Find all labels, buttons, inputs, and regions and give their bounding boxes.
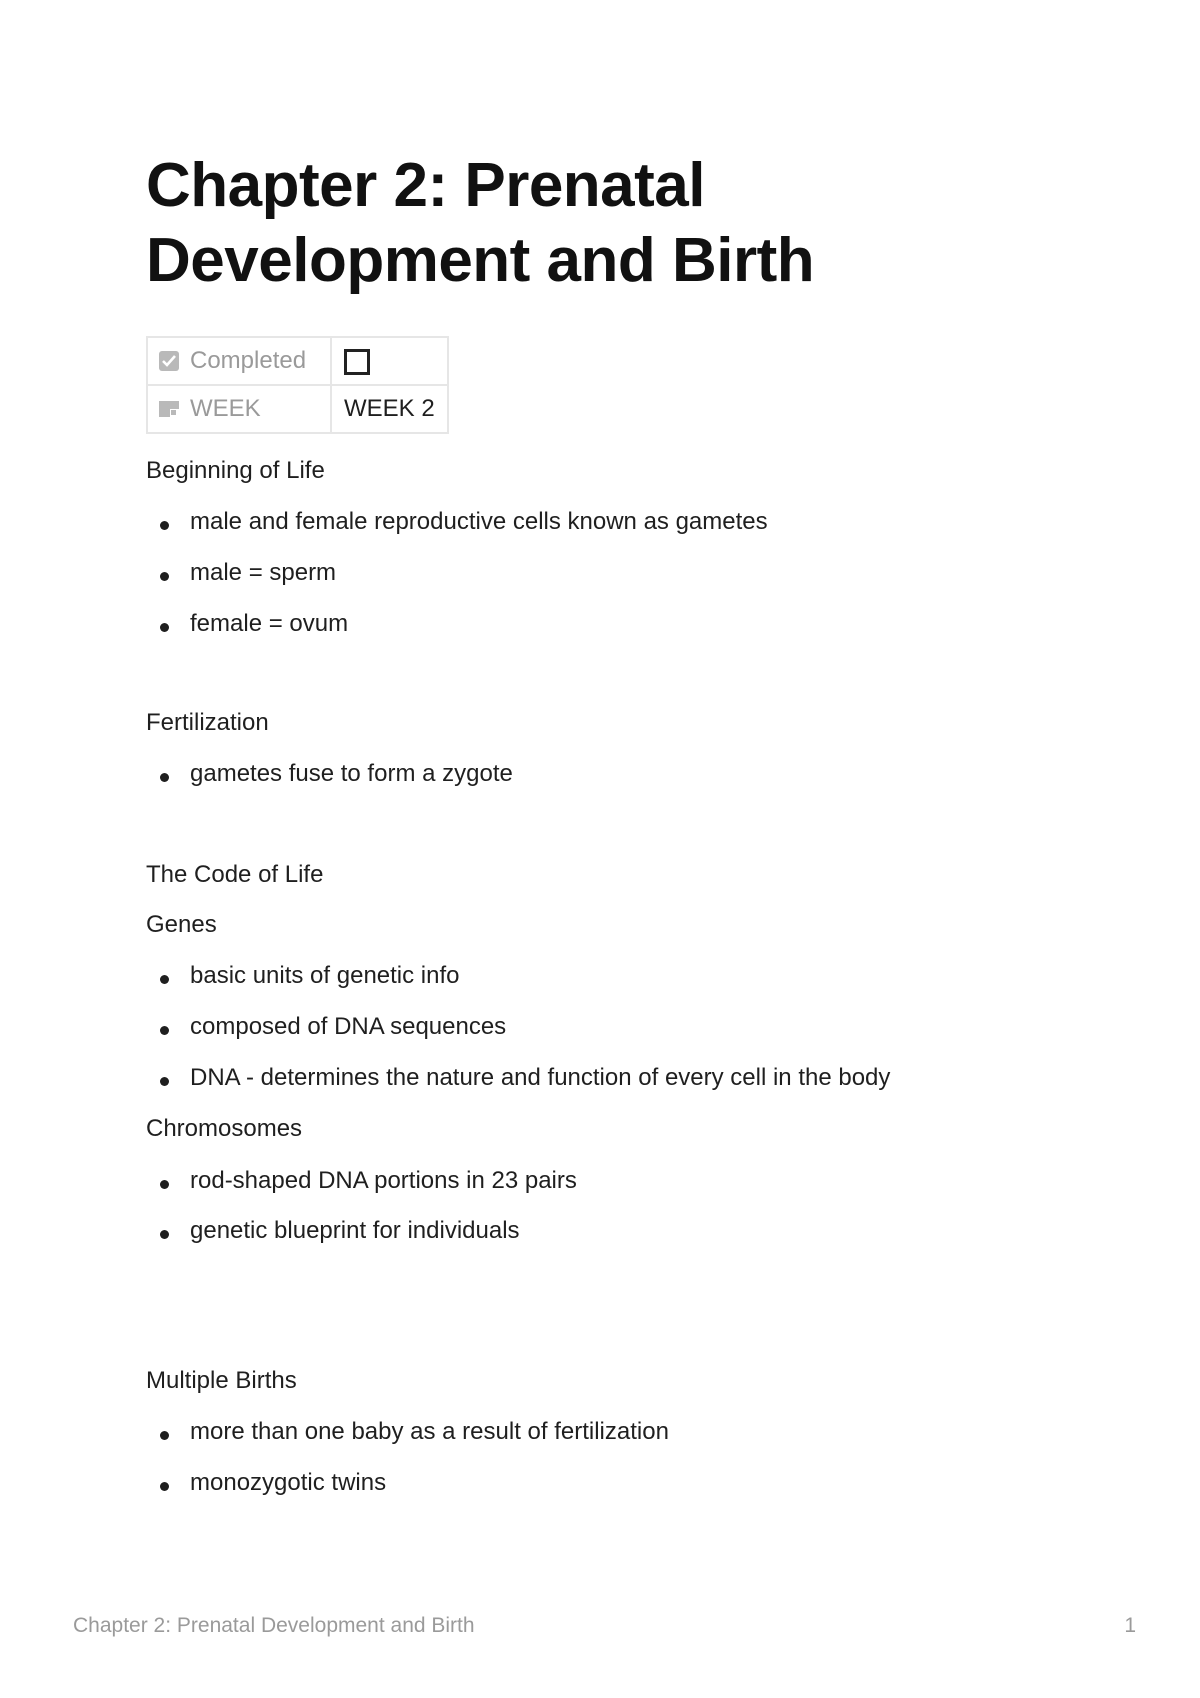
heading-multiple-births: Multiple Births	[146, 1367, 297, 1394]
page-number: 1	[1124, 1614, 1136, 1637]
bullet-icon	[160, 1180, 169, 1189]
list-item: composed of DNA sequences	[190, 1013, 507, 1040]
list-item: gametes fuse to form a zygote	[190, 760, 513, 787]
property-key-week	[147, 385, 331, 433]
completed-checkbox[interactable]	[344, 349, 370, 375]
heading-beginning-of-life: Beginning of Life	[146, 457, 325, 484]
bullet-icon	[160, 975, 169, 984]
property-row-week	[147, 385, 448, 433]
heading-code-of-life: The Code of Life	[146, 861, 324, 888]
property-label-completed: Completed	[190, 347, 307, 374]
list-item: DNA - determines the nature and function of every cell in the body	[190, 1064, 891, 1091]
page-title: Chapter 2: Prenatal Development and Birth	[146, 151, 815, 295]
property-key-completed	[147, 337, 331, 385]
list-item: male = sperm	[190, 559, 337, 586]
bullet-icon	[160, 521, 169, 530]
bullet-icon	[160, 1026, 169, 1035]
list-item: more than one baby as a result of fertilization	[190, 1418, 669, 1445]
subheading-genes: Genes	[146, 911, 217, 938]
bullet-icon	[160, 1482, 169, 1491]
list-item: male and female reproductive cells known as gametes	[190, 508, 768, 535]
list-item: female = ovum	[190, 610, 349, 637]
property-value-week[interactable]: WEEK 2	[331, 385, 448, 433]
bullet-icon	[160, 1077, 169, 1086]
checkbox-property-icon	[158, 350, 180, 372]
subheading-chromosomes: Chromosomes	[146, 1115, 303, 1142]
properties-table	[146, 336, 449, 434]
bullet-icon	[160, 1431, 169, 1440]
bullet-icon	[160, 572, 169, 581]
select-property-icon	[158, 398, 180, 420]
list-item: basic units of genetic info	[190, 962, 460, 989]
list-item: rod-shaped DNA portions in 23 pairs	[190, 1167, 577, 1194]
bullet-icon	[160, 773, 169, 782]
property-label-week: WEEK	[190, 395, 261, 422]
bullet-icon	[160, 623, 169, 632]
footer-title: Chapter 2: Prenatal Development and Birth	[73, 1614, 475, 1637]
property-value-completed	[331, 337, 448, 385]
list-item: monozygotic twins	[190, 1469, 387, 1496]
property-row-completed	[147, 337, 448, 385]
heading-fertilization: Fertilization	[146, 709, 269, 736]
list-item: genetic blueprint for individuals	[190, 1217, 520, 1244]
bullet-icon	[160, 1230, 169, 1239]
